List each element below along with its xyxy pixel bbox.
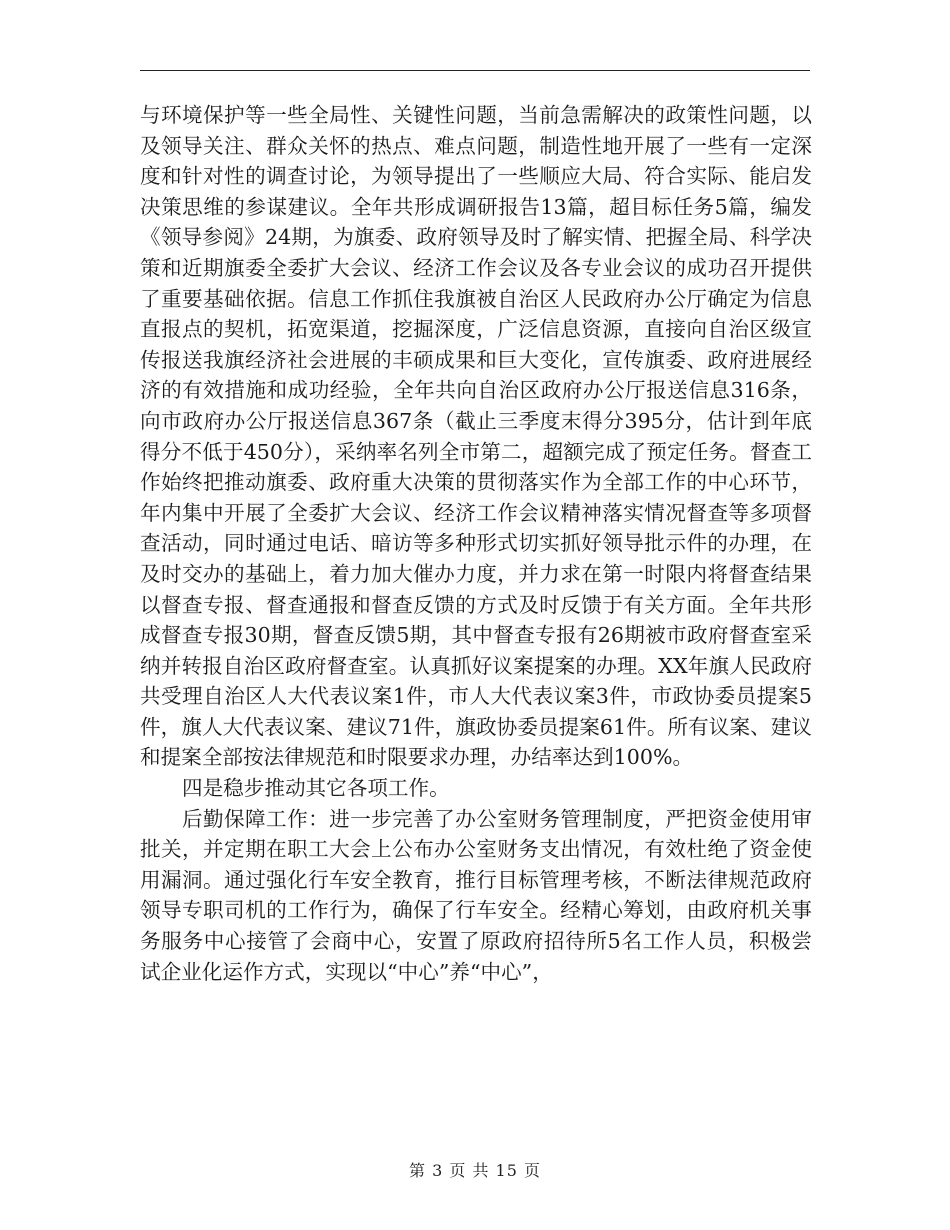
page-footer: 第 3 页 共 15 页 [409,1161,541,1180]
header-rule [140,70,810,71]
document-body [140,100,812,987]
body-paragraph-heading: 四是稳步推动其它各项工作。 [182,776,450,801]
body-paragraph-continuation: 与环境保护等一些全局性、关键性问题，当前急需解决的政策性问题，以及领导关注、群众关怀的热点、难点问题，制造性地开展了一些有一定深度和针对性的调查讨论，为领导提出了一些顺应大局、符合实际、能启发决策思维的参谋建议。全年共形成调研报告13篇，超目标任务5篇，编发《领导参阅》24期，为旗委、政府领导及时了解实情、把握全局、科学决策和近期旗委全委扩大会议、经济工作会议及各专业会议的成功召开提供了重要基础依据。信息工作抓住我旗被自治区人民政府办公厅确定为信息直报点的契机，拓宽渠道，挖掘深度，广泛信息资源，直接向自治区级宣传报送我旗经济社会进展的丰硕成果和巨大变化，宣传旗委、政府进展经济的有效措施和成功经验，全年共向自治区政府办公厅报送信息316条，向市政府办公厅报送信息367条（截止三季度末得分395分，估计到年底得分不低于450分），采纳率名列全市第二，超额完成了预定任务。督查工作始终把推动旗委、政府重大决策的贯彻落实作为全部工作的中心环节，年内集中开展了全委扩大会议、经济工作会议精神落实情况督查等多项督查活动，同时通过电话、暗访等多种形式切实抓好领导批示件的办理，在及时交办的基础上，着力加大催办力度，并力求在第一时限内将督查结果以督查专报、督查通报和督查反馈的方式及时反馈于有关方面。全年共形成督查专报30期，督查反馈5期，其中督查专报有26期被市政府督查室采纳并转报自治区政府督查室。认真抓好议案提案的办理。XX年旗人民政府共受理自治区人大代表议案1件，市人大代表议案3件，市政协委员提案5件，旗人大代表议案、建议71件，旗政协委员提案61件。所有议案、建议和提案全部按法律规范和时限要求办理，办结率达到100%。 [140,103,812,770]
body-paragraph-logistics: 后勤保障工作：进一步完善了办公室财务管理制度，严把资金使用审批关，并定期在职工大会上公布办公室财务支出情况，有效杜绝了资金使用漏洞。通过强化行车安全教育，推行目标管理考核，不断法律规范政府领导专职司机的工作行为，确保了行车安全。经精心筹划，由政府机关事务服务中心接管了会商中心，安置了原政府招待所5名工作人员，积极尝试企业化运作方式，实现以“中心”养“中心”， [140,806,812,984]
